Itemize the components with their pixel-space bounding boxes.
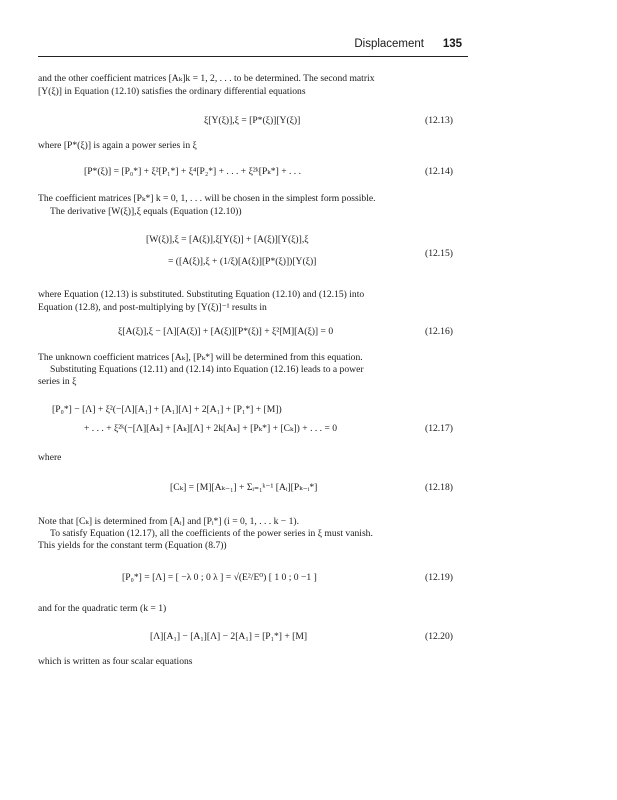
text-line: where [P*(ξ)] is again a power series in ξ [38, 140, 197, 151]
text-line: where [38, 452, 62, 463]
text-line: This yields for the constant term (Equation (8.7)) [38, 540, 227, 551]
text-line: Equation (12.8), and post-multiplying by [Y(ξ)]⁻¹ results in [38, 302, 267, 313]
equation-12-20: [Λ][A₁] − [A₁][Λ] − 2[A₁] = [P₁*] + [M] [150, 631, 308, 642]
equation-number: (12.18) [425, 482, 453, 493]
equation-12-17-line2: + . . . + ξ²ᵏ(−[Λ][Aₖ] + [Aₖ][Λ] + 2k[Aₖ] + [Pₖ*] + [Cₖ]) + . . . = 0 [84, 423, 338, 434]
equation-number: (12.16) [425, 326, 453, 337]
text-line: Note that [Cₖ] is determined from [Aᵢ] and [Pᵢ*] (i = 0, 1, . . . k − 1). [38, 516, 299, 527]
text-line: where Equation (12.13) is substituted. Substituting Equation (12.10) and (12.15) into [38, 289, 365, 300]
text-line: Substituting Equations (12.11) and (12.14) into Equation (12.16) leads to a power [50, 364, 364, 375]
section-title: Displacement [354, 38, 424, 50]
equation-12-17-line1: [P₀*] − [Λ] + ξ²(−[Λ][A₁] + [A₁][Λ] + 2[A₁] + [P₁*] + [M]) [52, 404, 282, 415]
header-rule [38, 56, 468, 57]
equation-12-15-line2: = ([A(ξ)],ξ + (1/ξ)[A(ξ)][P*(ξ)])[Y(ξ)] [168, 256, 317, 267]
text-line: To satisfy Equation (12.17), all the coefficients of the power series in ξ must vanish. [50, 528, 373, 539]
text-line: and for the quadratic term (k = 1) [38, 603, 167, 614]
equation-12-18: [Cₖ] = [M][Aₖ₋₁] + Σᵢ₌₁ᵏ⁻¹ [Aᵢ][Pₖ₋ᵢ*] [170, 482, 318, 493]
equation-number: (12.19) [425, 572, 453, 583]
running-header [38, 36, 464, 54]
equation-number: (12.14) [425, 166, 453, 177]
text-line: The derivative [W(ξ)],ξ equals (Equation (12.10)) [50, 206, 242, 217]
text-line: which is written as four scalar equations [38, 656, 193, 667]
equation-12-16: ξ[A(ξ)],ξ − [Λ][A(ξ)] + [A(ξ)][P*(ξ)] + ξ²[M][A(ξ)] = 0 [118, 326, 334, 337]
text-line: The coefficient matrices [Pₖ*] k = 0, 1, . . . will be chosen in the simplest form possible. [38, 193, 376, 204]
equation-12-13: ξ[Y(ξ)],ξ = [P*(ξ)][Y(ξ)] [204, 115, 301, 126]
equation-12-19: [P₀*] = [Λ] = [ −λ 0 ; 0 λ ] = √(E²/E⁰) [ 1 0 ; 0 −1 ] [122, 572, 317, 583]
text-line: The unknown coefficient matrices [Aₖ], [Pₖ*] will be determined from this equation. [38, 352, 363, 363]
text-line: and the other coefficient matrices [Aₖ]k = 1, 2, . . . to be determined. The second matrix [38, 73, 375, 84]
text-line: series in ξ [38, 376, 77, 387]
equation-number: (12.20) [425, 631, 453, 642]
equation-number: (12.15) [425, 248, 453, 259]
equation-12-14: [P*(ξ)] = [P₀*] + ξ²[P₁*] + ξ⁴[P₂*] + . . . + ξ²ᵏ[Pₖ*] + . . . [84, 166, 301, 177]
equation-number: (12.13) [425, 115, 453, 126]
equation-12-15-line1: [W(ξ)],ξ = [A(ξ)],ξ[Y(ξ)] + [A(ξ)][Y(ξ)],ξ [146, 234, 309, 245]
equation-number: (12.17) [425, 423, 453, 434]
page-number: 135 [442, 38, 462, 50]
text-line: [Y(ξ)] in Equation (12.10) satisfies the ordinary differential equations [38, 86, 306, 97]
